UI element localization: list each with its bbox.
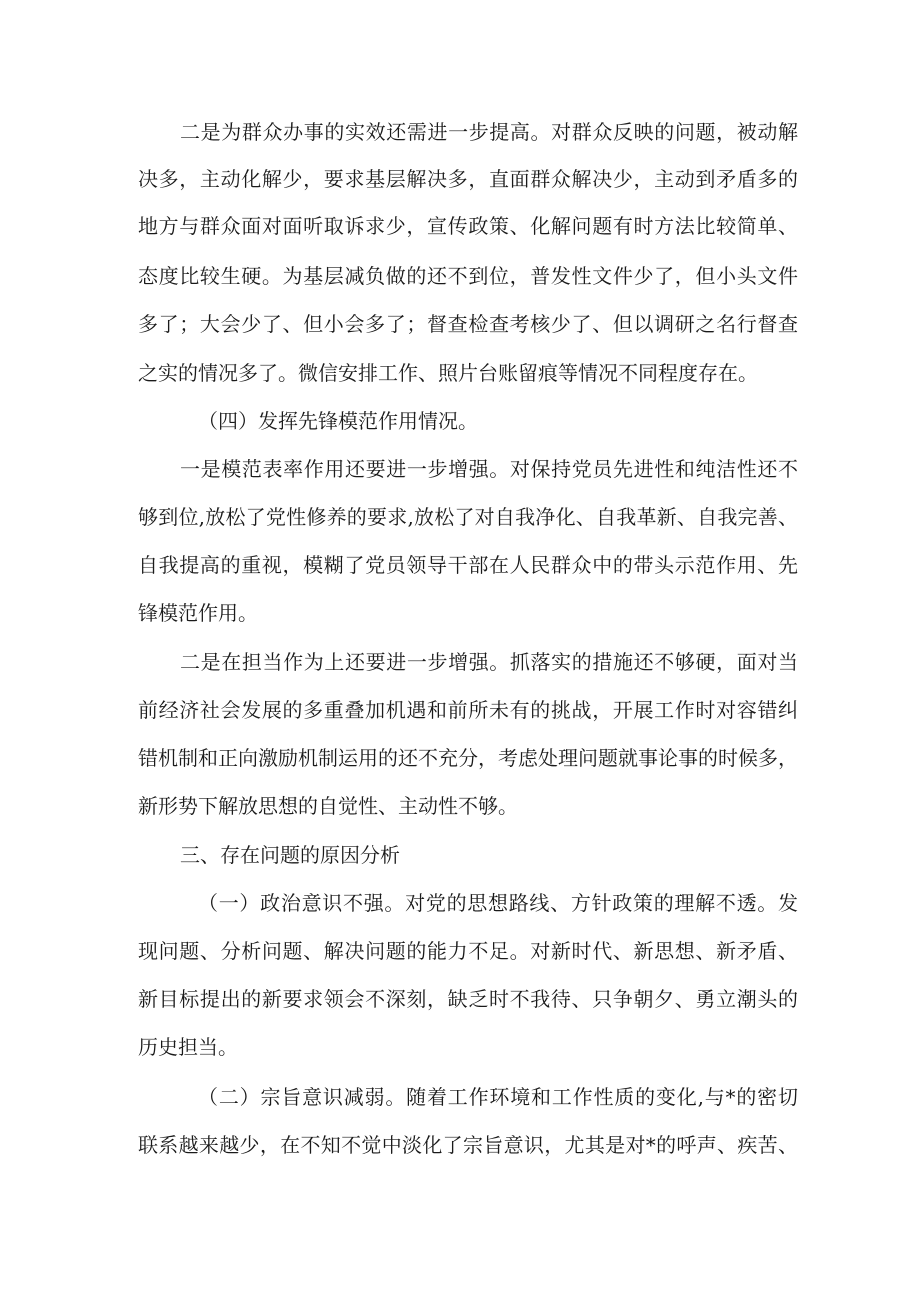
paragraph-line: （一）政治意识不强。对党的思想路线、方针政策的理解不透。发	[198, 891, 798, 915]
paragraph-line: 二是为群众办事的实效还需进一步提高。对群众反映的问题，被动解	[180, 120, 798, 144]
paragraph-line: 错机制和正向激励机制运用的还不充分，考虑处理问题就事论事的时候多，	[138, 746, 798, 770]
paragraph-line: 二是在担当作为上还要进一步增强。抓落实的措施还不够硬，面对当	[180, 650, 798, 674]
chapter-heading: 三、存在问题的原因分析	[180, 843, 400, 867]
paragraph-line: 多了；大会少了、但小会多了；督查检查考核少了、但以调研之名行督查	[138, 312, 798, 336]
paragraph-line: 历史担当。	[138, 1035, 238, 1059]
section-heading: （四）发挥先锋模范作用情况。	[198, 409, 478, 433]
paragraph-line: 够到位,放松了党性修养的要求,放松了对自我净化、自我革新、自我完善、	[138, 505, 798, 529]
paragraph-line: 新形势下解放思想的自觉性、主动性不够。	[138, 794, 518, 818]
paragraph-line: 决多，主动化解少，要求基层解决多，直面群众解决少，主动到矛盾多的	[138, 167, 798, 191]
paragraph-line: 新目标提出的新要求领会不深刻，缺乏时不我待、只争朝夕、勇立潮头的	[138, 987, 798, 1011]
paragraph-line: 锋模范作用。	[138, 601, 258, 625]
paragraph-line: 前经济社会发展的多重叠加机遇和前所未有的挑战，开展工作时对容错纠	[138, 698, 798, 722]
paragraph-line: 现问题、分析问题、解决问题的能力不足。对新时代、新思想、新矛盾、	[138, 939, 798, 963]
paragraph-line: 自我提高的重视，模糊了党员领导干部在人民群众中的带头示范作用、先	[138, 553, 798, 577]
paragraph-line: 地方与群众面对面听取诉求少，宣传政策、化解问题有时方法比较简单、	[138, 214, 798, 238]
paragraph-line: 之实的情况多了。微信安排工作、照片台账留痕等情况不同程度存在。	[138, 361, 758, 385]
paragraph-line: （二）宗旨意识减弱。随着工作环境和工作性质的变化,与*的密切	[198, 1085, 798, 1109]
paragraph-line: 态度比较生硬。为基层减负做的还不到位，普发性文件少了，但小头文件	[138, 264, 798, 288]
paragraph-line: 一是模范表率作用还要进一步增强。对保持党员先进性和纯洁性还不	[180, 457, 798, 481]
paragraph-line: 联系越来越少，在不知不觉中淡化了宗旨意识，尤其是对*的呼声、疾苦、	[138, 1133, 798, 1157]
